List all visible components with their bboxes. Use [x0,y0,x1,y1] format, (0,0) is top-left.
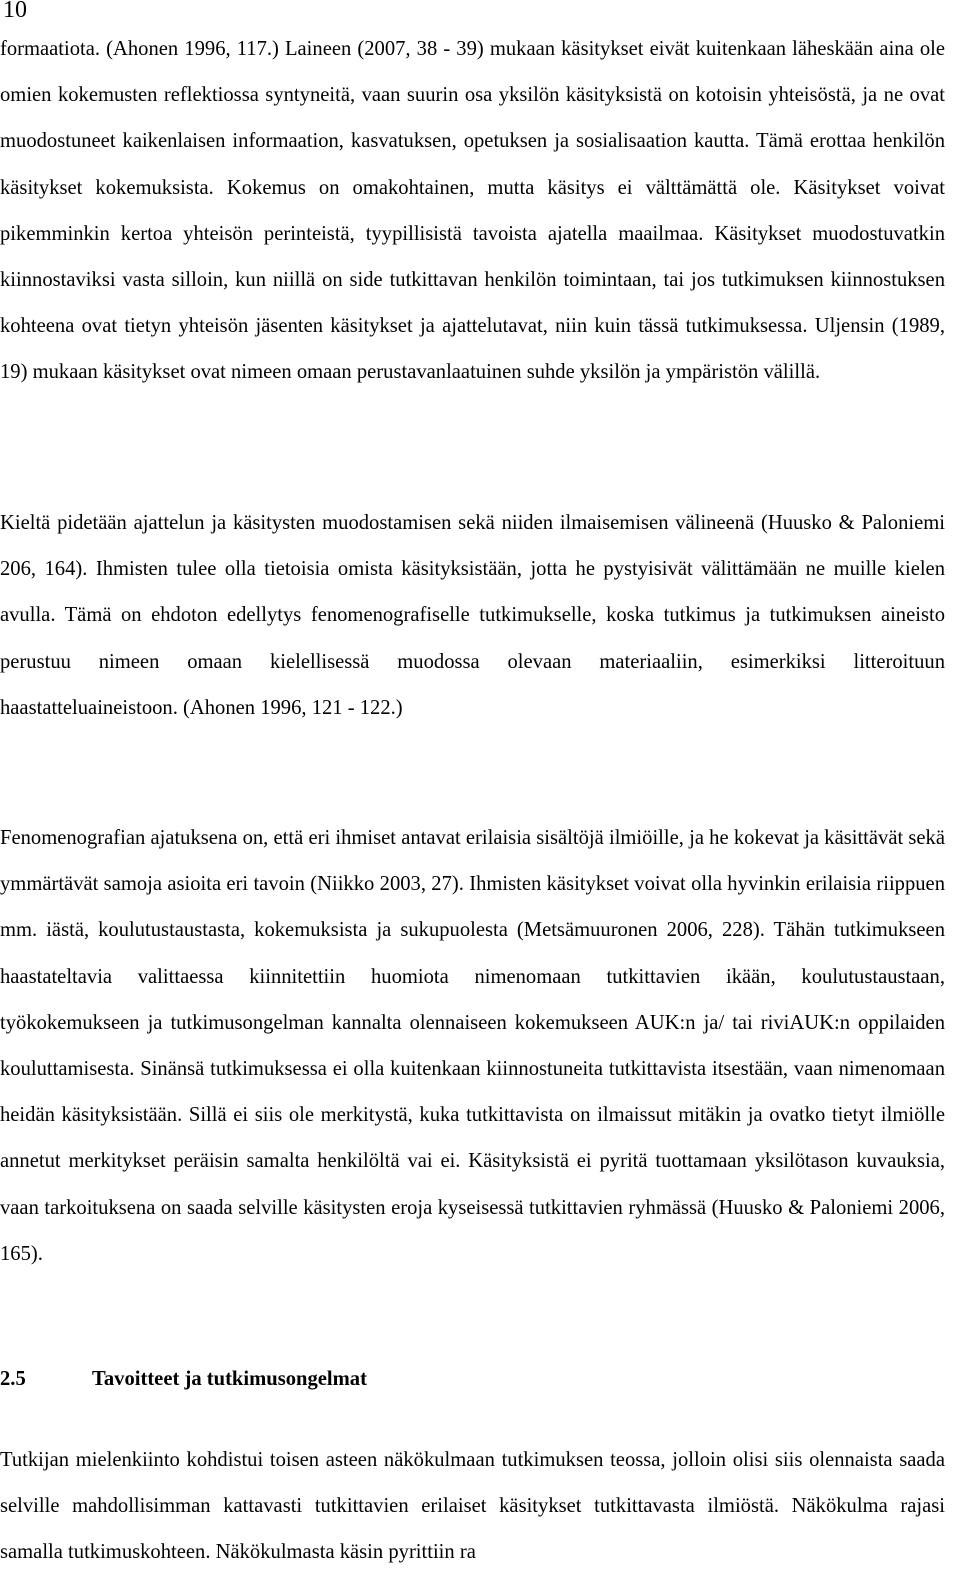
paragraph-3: Fenomenografian ajatuksena on, että eri ihmiset antavat erilaisia sisältöjä ilmiöille, ja he kokevat ja käsittävät sekä ymmärtävät samoja asioita eri tavoin (Niikko 2003, 27). Ihmisten käsitykset voivat olla hyvinkin erilaisia riippuen mm. iästä, koulutustaustasta, kokemuksista ja sukupuolesta (Metsämuuronen 2006, 228). Tähän tutkimukseen haastateltavia valittaessa kiinnitettiin huomiota nimenomaan tutkittavien ikään, koulutustaustaan, työkokemukseen ja tutkimusongelman kannalta olennaiseen kokemukseen AUK:n ja/ tai riviAUK:n oppilaiden kouluttamisesta. Sinänsä tutkimuksessa ei olla kuitenkaan kiinnostuneita tutkittavista itsestään, vaan nimenomaan heidän käsityksistään. Sillä ei siis ole merkitystä, kuka tutkittavista on ilmaissut mitäkin ja ovatko tietyt ilmiölle annetut merkitykset peräisin samalta henkilöltä vai ei. Käsityksistä ei pyritä tuottamaan yksilötason kuvauksia, vaan tarkoituksena on saada selville käsitysten eroja kyseisessä tutkittavien ryhmässä (Huusko & Paloniemi 2006, 165). [0,827,945,1265]
paragraph-2: Kieltä pidetään ajattelun ja käsitysten muodostamisen sekä niiden ilmaisemisen välineenä (Huusko & Paloniemi 206, 164). Ihmisten tulee olla tietoisia omista käsityksistään, jotta he pystyisivät välittämään ne muille kielen avulla. Tämä on ehdoton edellytys fenomenografiselle tutkimukselle, koska tutkimus ja tutkimuksen aineisto perustuu nimeen omaan kielellisessä muodossa olevaan materiaaliin, esimerkiksi litteroituun haastatteluaineistoon. (Ahonen 1996, 121 - 122.) [0,512,945,719]
section-heading [0,1356,367,1402]
paragraph-1: formaatiota. (Ahonen 1996, 117.) Laineen (2007, 38 - 39) mukaan käsitykset eivät kuitenkaan läheskään aina ole omien kokemusten reflektiossa syntyneitä, vaan suurin osa yksilön käsityksistä on kotoisin yhteisöstä, ja ne ovat muodostuneet kaikenlaisen informaation, kasvatuksen, opetuksen ja sosialisaation kautta. Tämä erottaa henkilön käsitykset kokemuksista. Kokemus on omakohtainen, mutta käsitys ei välttämättä ole. Käsitykset voivat pikemminkin kertoa yhteisön perinteistä, tyypillisistä tavoista ajatella maailmaa. Käsitykset muodostuvatkin kiinnostaviksi vasta silloin, kun niillä on side tutkittavan henkilön toimintaan, tai jos tutkimuksen kiinnostuksen kohteena ovat tietyn yhteisön jäsenten käsitykset ja ajattelutavat, niin kuin tässä tutkimuksessa. Uljensin (1989, 19) mukaan käsitykset ovat nimeen omaan perustavanlaatuinen suhde yksilön ja ympäristön välillä. [0,38,945,384]
page-number: 10 [3,0,27,23]
section-title: Tavoitteet ja tutkimusongelmat [92,1368,367,1390]
section-number: 2.5 [0,1368,26,1390]
paragraph-4: Tutkijan mielenkiinto kohdistui toisen asteen näkökulmaan tutkimuksen teossa, jolloin olisi siis olennaista saada selville mahdollisimman kattavasti tutkittavien erilaiset käsitykset tutkittavasta ilmiöstä. Näkökulma rajasi samalla tutkimuskohteen. Näkökulmasta käsin pyrittiin ra [0,1449,945,1564]
